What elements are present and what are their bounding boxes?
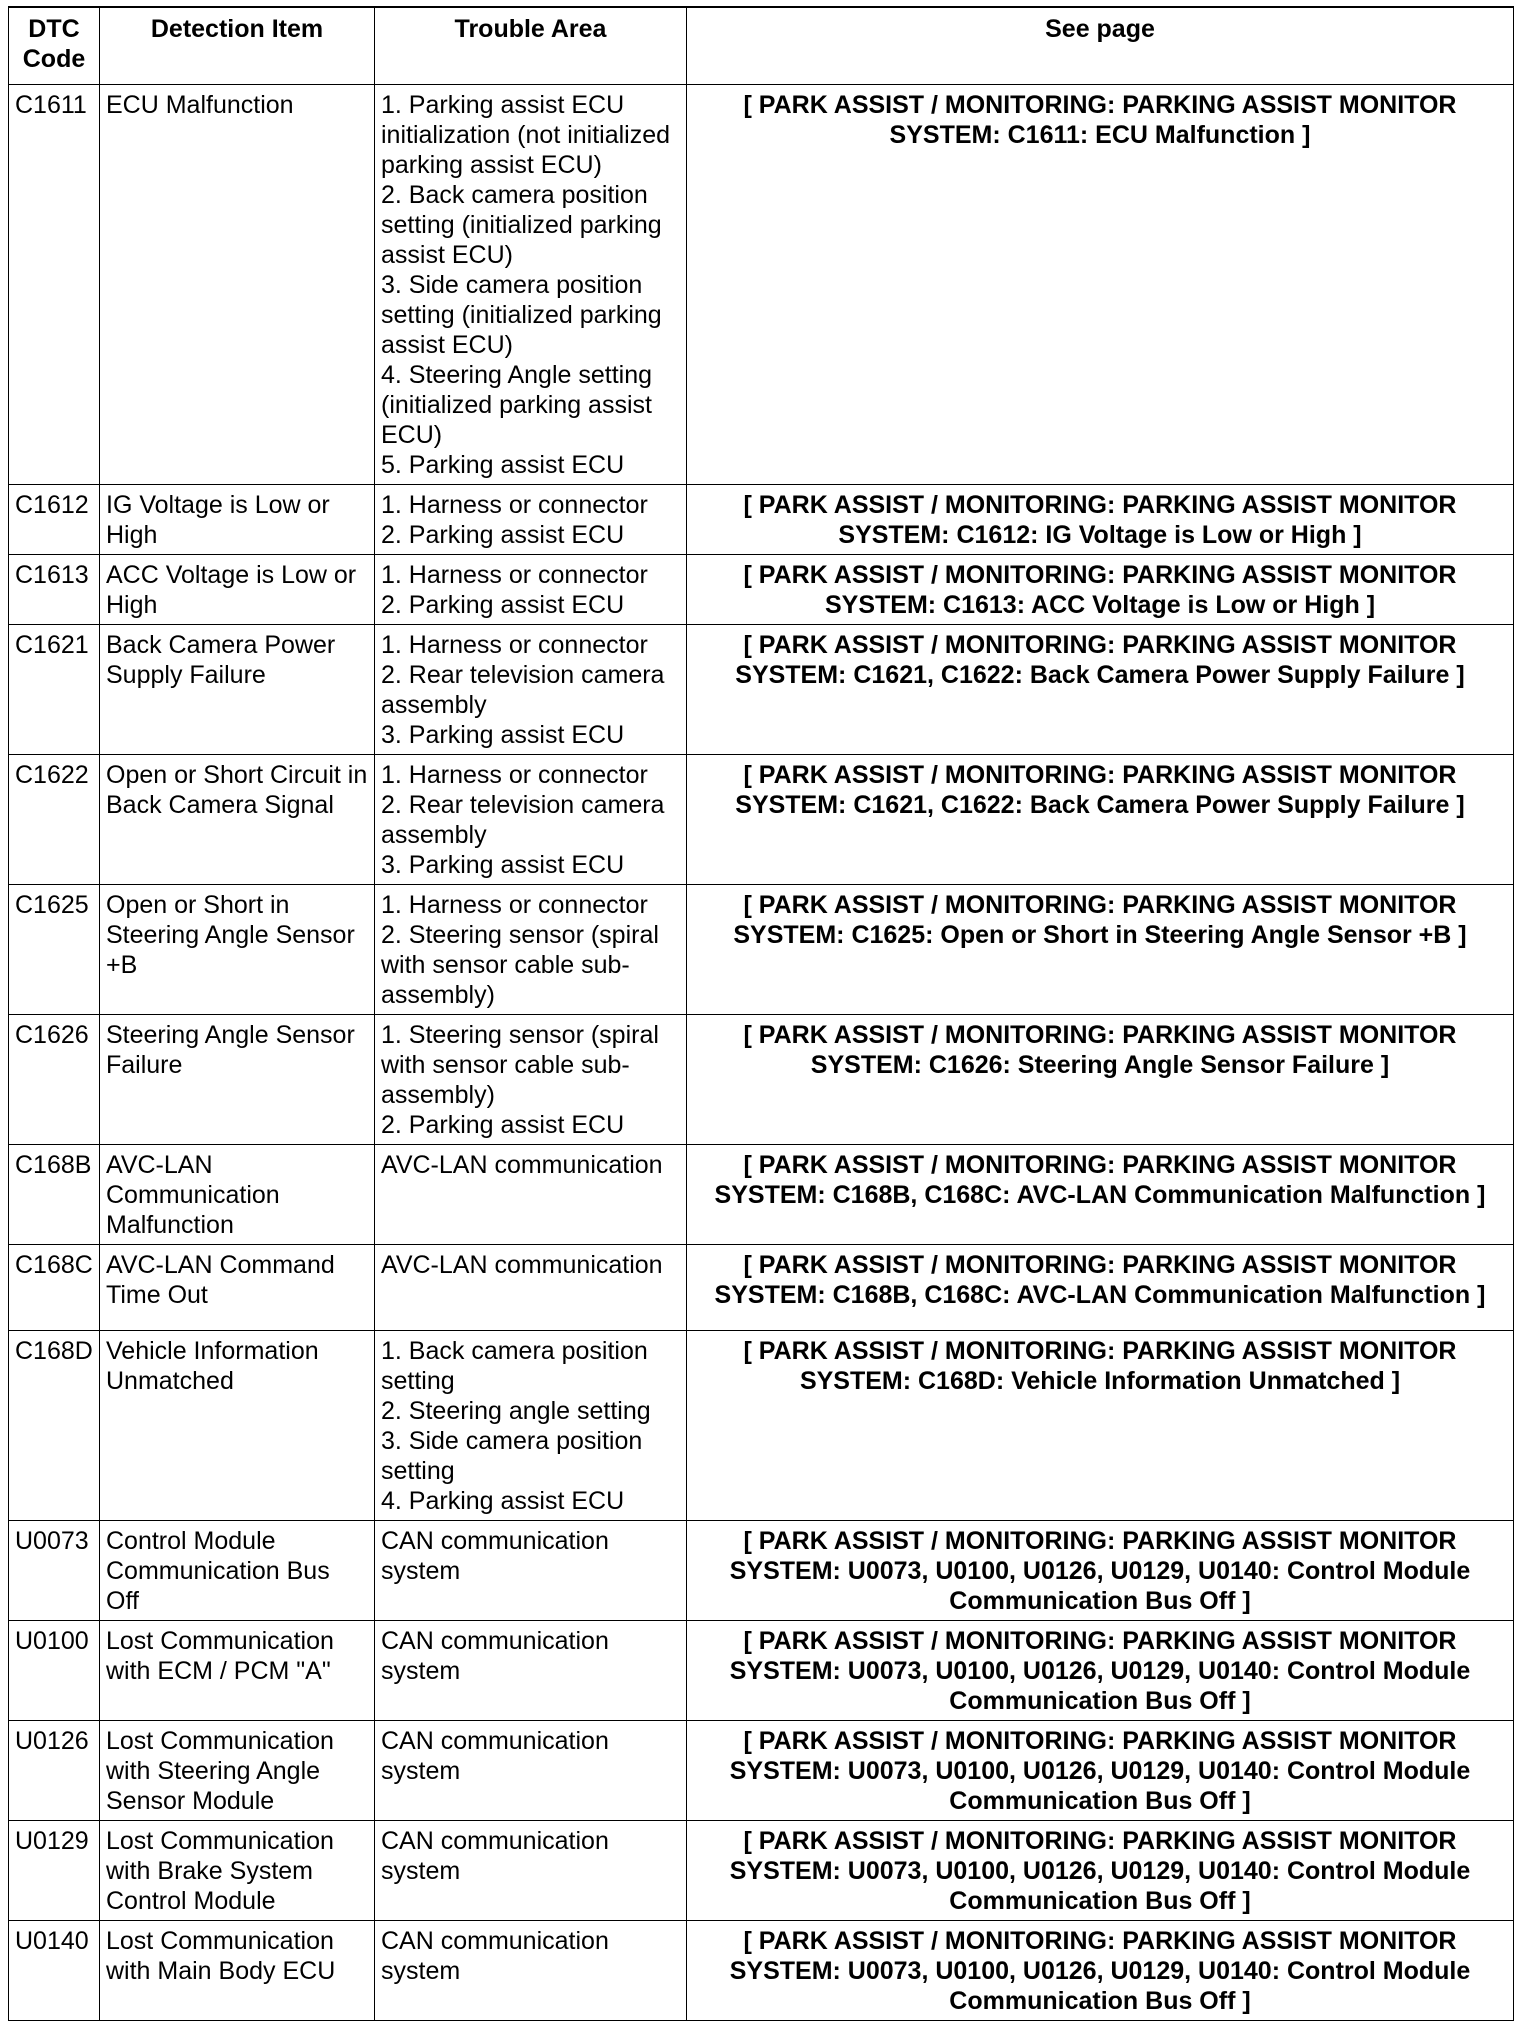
table-body (9, 85, 1514, 2021)
detection-item-cell: Open or Short in Steering Angle Sensor +B (100, 885, 375, 1015)
trouble-area-line: 1. Back camera position setting (381, 1337, 648, 1395)
table-row (9, 755, 1514, 885)
detection-item-cell: Lost Communication with ECM / PCM "A" (100, 1621, 375, 1721)
trouble-area-line: CAN communication system (381, 1527, 609, 1585)
trouble-area-line: 3. Parking assist ECU (381, 851, 625, 879)
trouble-area-cell (375, 625, 687, 755)
trouble-area-line: 2. Steering sensor (spiral with sensor cable sub-assembly) (381, 921, 659, 1009)
see-page-link[interactable]: [ PARK ASSIST / MONITORING: PARKING ASSIST MONITOR SYSTEM: U0073, U0100, U0126, U0129, U0140: Control Module Communication Bus Off ] (687, 1921, 1514, 2021)
trouble-area-line: 3. Parking assist ECU (381, 721, 625, 749)
table-row (9, 485, 1514, 555)
trouble-area-cell (375, 885, 687, 1015)
trouble-area-cell (375, 1721, 687, 1821)
see-page-link[interactable]: [ PARK ASSIST / MONITORING: PARKING ASSIST MONITOR SYSTEM: C1613: ACC Voltage is Low or High ] (687, 555, 1514, 625)
trouble-area-cell (375, 555, 687, 625)
trouble-area-line: 4. Steering Angle setting (initialized parking assist ECU) (381, 361, 653, 449)
dtc-code-cell: C168B (9, 1145, 100, 1245)
trouble-area-line: 3. Side camera position setting (381, 1427, 643, 1485)
see-page-link[interactable]: [ PARK ASSIST / MONITORING: PARKING ASSIST MONITOR SYSTEM: C168B, C168C: AVC-LAN Communication Malfunction ] (687, 1245, 1514, 1331)
see-page-link[interactable]: [ PARK ASSIST / MONITORING: PARKING ASSIST MONITOR SYSTEM: C168B, C168C: AVC-LAN Communication Malfunction ] (687, 1145, 1514, 1245)
header-dtc-code: DTC Code (9, 7, 100, 85)
trouble-area-cell (375, 1621, 687, 1721)
dtc-code-cell: U0073 (9, 1521, 100, 1621)
trouble-area-line: 1. Harness or connector (381, 491, 648, 519)
detection-item-cell: Vehicle Information Unmatched (100, 1331, 375, 1521)
dtc-code-cell: C168D (9, 1331, 100, 1521)
table-row (9, 1145, 1514, 1245)
trouble-area-cell (375, 1521, 687, 1621)
see-page-link[interactable]: [ PARK ASSIST / MONITORING: PARKING ASSIST MONITOR SYSTEM: U0073, U0100, U0126, U0129, U0140: Control Module Communication Bus Off ] (687, 1521, 1514, 1621)
trouble-area-line: 1. Harness or connector (381, 631, 648, 659)
detection-item-cell: Control Module Communication Bus Off (100, 1521, 375, 1621)
trouble-area-line: 2. Rear television camera assembly (381, 791, 665, 849)
trouble-area-line: 1. Harness or connector (381, 561, 648, 589)
trouble-area-line: 2. Parking assist ECU (381, 591, 625, 619)
table-row (9, 555, 1514, 625)
detection-item-cell: Lost Communication with Brake System Control Module (100, 1821, 375, 1921)
detection-item-cell: ECU Malfunction (100, 85, 375, 485)
dtc-code-cell: U0140 (9, 1921, 100, 2021)
table-row (9, 1015, 1514, 1145)
dtc-code-cell: C1626 (9, 1015, 100, 1145)
dtc-table (8, 6, 1514, 2021)
see-page-link[interactable]: [ PARK ASSIST / MONITORING: PARKING ASSIST MONITOR SYSTEM: C1611: ECU Malfunction ] (687, 85, 1514, 485)
table-row (9, 85, 1514, 485)
trouble-area-cell (375, 1821, 687, 1921)
header-row (9, 7, 1514, 85)
trouble-area-cell (375, 485, 687, 555)
dtc-code-cell: C1611 (9, 85, 100, 485)
header-see-page: See page (687, 7, 1514, 85)
trouble-area-line: CAN communication system (381, 1627, 609, 1685)
trouble-area-line: 5. Parking assist ECU (381, 451, 625, 479)
detection-item-cell: ACC Voltage is Low or High (100, 555, 375, 625)
detection-item-cell: Steering Angle Sensor Failure (100, 1015, 375, 1145)
see-page-link[interactable]: [ PARK ASSIST / MONITORING: PARKING ASSIST MONITOR SYSTEM: C168D: Vehicle Information Unmatched ] (687, 1331, 1514, 1521)
table-row (9, 885, 1514, 1015)
trouble-area-cell (375, 1331, 687, 1521)
trouble-area-line: 2. Steering angle setting (381, 1397, 651, 1425)
detection-item-cell: Back Camera Power Supply Failure (100, 625, 375, 755)
trouble-area-line: CAN communication system (381, 1827, 609, 1885)
detection-item-cell: AVC-LAN Command Time Out (100, 1245, 375, 1331)
trouble-area-cell (375, 1245, 687, 1331)
trouble-area-line: 1. Harness or connector (381, 891, 648, 919)
trouble-area-line: 2. Parking assist ECU (381, 1111, 625, 1139)
dtc-code-cell: C1625 (9, 885, 100, 1015)
see-page-link[interactable]: [ PARK ASSIST / MONITORING: PARKING ASSIST MONITOR SYSTEM: C1626: Steering Angle Sensor Failure ] (687, 1015, 1514, 1145)
table-row (9, 625, 1514, 755)
table-row (9, 1331, 1514, 1521)
table-row (9, 1821, 1514, 1921)
see-page-link[interactable]: [ PARK ASSIST / MONITORING: PARKING ASSIST MONITOR SYSTEM: U0073, U0100, U0126, U0129, U0140: Control Module Communication Bus Off ] (687, 1821, 1514, 1921)
trouble-area-cell (375, 85, 687, 485)
see-page-link[interactable]: [ PARK ASSIST / MONITORING: PARKING ASSIST MONITOR SYSTEM: U0073, U0100, U0126, U0129, U0140: Control Module Communication Bus Off ] (687, 1721, 1514, 1821)
detection-item-cell: AVC-LAN Communication Malfunction (100, 1145, 375, 1245)
trouble-area-line: 1. Parking assist ECU initialization (not initialized parking assist ECU) (381, 91, 671, 179)
see-page-link[interactable]: [ PARK ASSIST / MONITORING: PARKING ASSIST MONITOR SYSTEM: U0073, U0100, U0126, U0129, U0140: Control Module Communication Bus Off ] (687, 1621, 1514, 1721)
dtc-code-cell: U0126 (9, 1721, 100, 1821)
table-row (9, 1245, 1514, 1331)
trouble-area-line: CAN communication system (381, 1927, 609, 1985)
dtc-code-cell: C168C (9, 1245, 100, 1331)
detection-item-cell: Lost Communication with Main Body ECU (100, 1921, 375, 2021)
see-page-link[interactable]: [ PARK ASSIST / MONITORING: PARKING ASSIST MONITOR SYSTEM: C1625: Open or Short in Steering Angle Sensor +B ] (687, 885, 1514, 1015)
trouble-area-line: 1. Steering sensor (spiral with sensor cable sub-assembly) (381, 1021, 659, 1109)
trouble-area-cell (375, 1921, 687, 2021)
table-row (9, 1521, 1514, 1621)
trouble-area-cell (375, 1015, 687, 1145)
trouble-area-line: AVC-LAN communication (381, 1251, 663, 1279)
trouble-area-line: 2. Parking assist ECU (381, 521, 625, 549)
trouble-area-line: CAN communication system (381, 1727, 609, 1785)
detection-item-cell: IG Voltage is Low or High (100, 485, 375, 555)
dtc-code-cell: U0100 (9, 1621, 100, 1721)
dtc-code-cell: C1612 (9, 485, 100, 555)
see-page-link[interactable]: [ PARK ASSIST / MONITORING: PARKING ASSIST MONITOR SYSTEM: C1621, C1622: Back Camera Power Supply Failure ] (687, 755, 1514, 885)
trouble-area-line: 3. Side camera position setting (initialized parking assist ECU) (381, 271, 662, 359)
header-trouble-area: Trouble Area (375, 7, 687, 85)
trouble-area-line: 4. Parking assist ECU (381, 1487, 625, 1515)
see-page-link[interactable]: [ PARK ASSIST / MONITORING: PARKING ASSIST MONITOR SYSTEM: C1621, C1622: Back Camera Power Supply Failure ] (687, 625, 1514, 755)
header-detection-item: Detection Item (100, 7, 375, 85)
dtc-code-cell: C1613 (9, 555, 100, 625)
trouble-area-line: 1. Harness or connector (381, 761, 648, 789)
trouble-area-line: AVC-LAN communication (381, 1151, 663, 1179)
dtc-code-cell: C1622 (9, 755, 100, 885)
trouble-area-line: 2. Rear television camera assembly (381, 661, 665, 719)
detection-item-cell: Open or Short Circuit in Back Camera Signal (100, 755, 375, 885)
trouble-area-cell (375, 755, 687, 885)
see-page-link[interactable]: [ PARK ASSIST / MONITORING: PARKING ASSIST MONITOR SYSTEM: C1612: IG Voltage is Low or High ] (687, 485, 1514, 555)
dtc-code-cell: C1621 (9, 625, 100, 755)
trouble-area-line: 2. Back camera position setting (initialized parking assist ECU) (381, 181, 662, 269)
table-row (9, 1621, 1514, 1721)
table-row (9, 1721, 1514, 1821)
detection-item-cell: Lost Communication with Steering Angle Sensor Module (100, 1721, 375, 1821)
table-row (9, 1921, 1514, 2021)
dtc-code-cell: U0129 (9, 1821, 100, 1921)
trouble-area-cell (375, 1145, 687, 1245)
